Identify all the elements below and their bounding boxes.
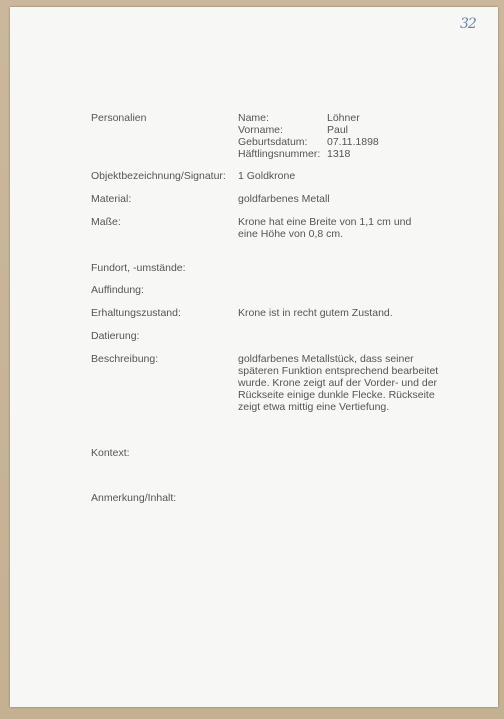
auffindung-label: Auffindung: <box>91 284 144 296</box>
beschreibung-label: Beschreibung: <box>91 353 159 365</box>
masse-label: Maße: <box>91 216 121 228</box>
handwritten-page-number: 32 <box>460 16 476 32</box>
vorname-key: Vorname: <box>238 124 283 136</box>
erhaltungszustand-label: Erhaltungszustand: <box>91 307 181 319</box>
beschreibung-value: goldfarbenes Metallstück, dass seiner späteren Funktion entsprechend bearbeitet wurde. Krone zeigt auf der Vorder- und der Rückseite einige dunkle Flecke. Rückseite zeigt etwa mittig eine Vertiefung. <box>238 353 439 413</box>
kontext-label: Kontext: <box>91 447 130 459</box>
objekt-label: Objektbezeichnung/Signatur: <box>91 170 226 182</box>
geburtsdatum-key: Geburtsdatum: <box>238 136 308 148</box>
masse-value: Krone hat eine Breite von 1,1 cm und eine Höhe von 0,8 cm. <box>238 216 412 240</box>
anmerkung-label: Anmerkung/Inhalt: <box>91 492 177 504</box>
haeftlingsnummer-value: 1318 <box>327 148 351 160</box>
erhaltungszustand-value: Krone ist in recht gutem Zustand. <box>238 307 393 319</box>
vorname-value: Paul <box>327 124 349 136</box>
name-key: Name: <box>238 112 269 124</box>
fundort-label: Fundort, -umstände: <box>91 262 186 274</box>
material-value: goldfarbenes Metall <box>238 193 330 205</box>
haeftlingsnummer-key: Häftlingsnummer: <box>238 148 321 160</box>
objekt-value: 1 Goldkrone <box>238 170 296 182</box>
personalien-label: Personalien <box>91 112 147 124</box>
material-label: Material: <box>91 193 132 205</box>
datierung-label: Datierung: <box>91 330 140 342</box>
name-value: Löhner <box>327 112 360 124</box>
geburtsdatum-value: 07.11.1898 <box>327 136 379 148</box>
